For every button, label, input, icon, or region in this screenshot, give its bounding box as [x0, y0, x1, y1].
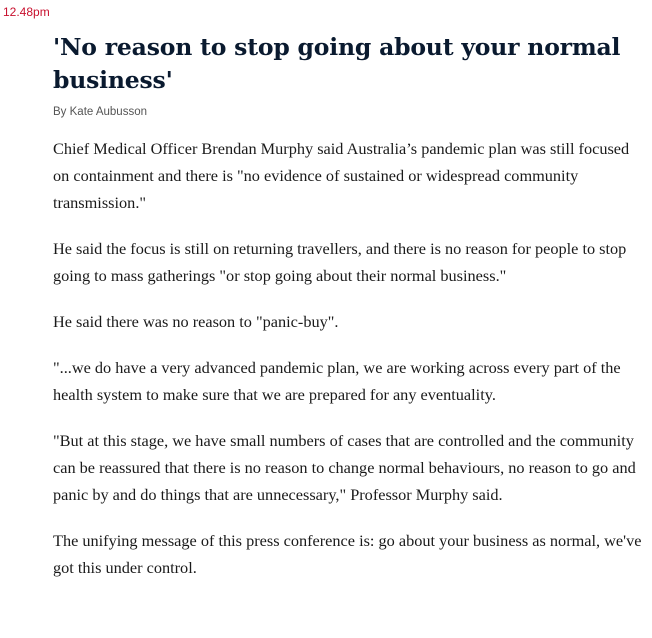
paragraph-5: "But at this stage, we have small numbers of cases that are controlled and the community can be reassured that there is no reason to change normal behaviours, no reason to go and panic by and do things that are unnecessary," Professor Murphy said.	[53, 431, 636, 504]
live-blog-post	[53, 31, 648, 600]
paragraph-6: The unifying message of this press conference is: go about your business as normal, we've got this under control.	[53, 531, 642, 577]
byline	[53, 105, 648, 119]
paragraph-1: Chief Medical Officer Brendan Murphy said Australia’s pandemic plan was still focused on containment and there is "no evidence of sustained or widespread community transmission."	[53, 139, 630, 212]
post-headline: 'No reason to stop going about your normal business'	[53, 33, 621, 94]
byline-prefix: By	[53, 106, 67, 118]
author-link[interactable]: Kate Aubusson	[69, 106, 147, 118]
paragraph-3: He said there was no reason to "panic-buy".	[53, 312, 339, 331]
paragraph-2: He said the focus is still on returning travellers, and there is no reason for people to stop going to mass gatherings "or stop going about their normal business."	[53, 239, 627, 285]
paragraph-4: "...we do have a very advanced pandemic plan, we are working across every part of the health system to make sure that we are prepared for any eventuality.	[53, 358, 621, 404]
post-timestamp: 12.48pm	[3, 5, 50, 19]
